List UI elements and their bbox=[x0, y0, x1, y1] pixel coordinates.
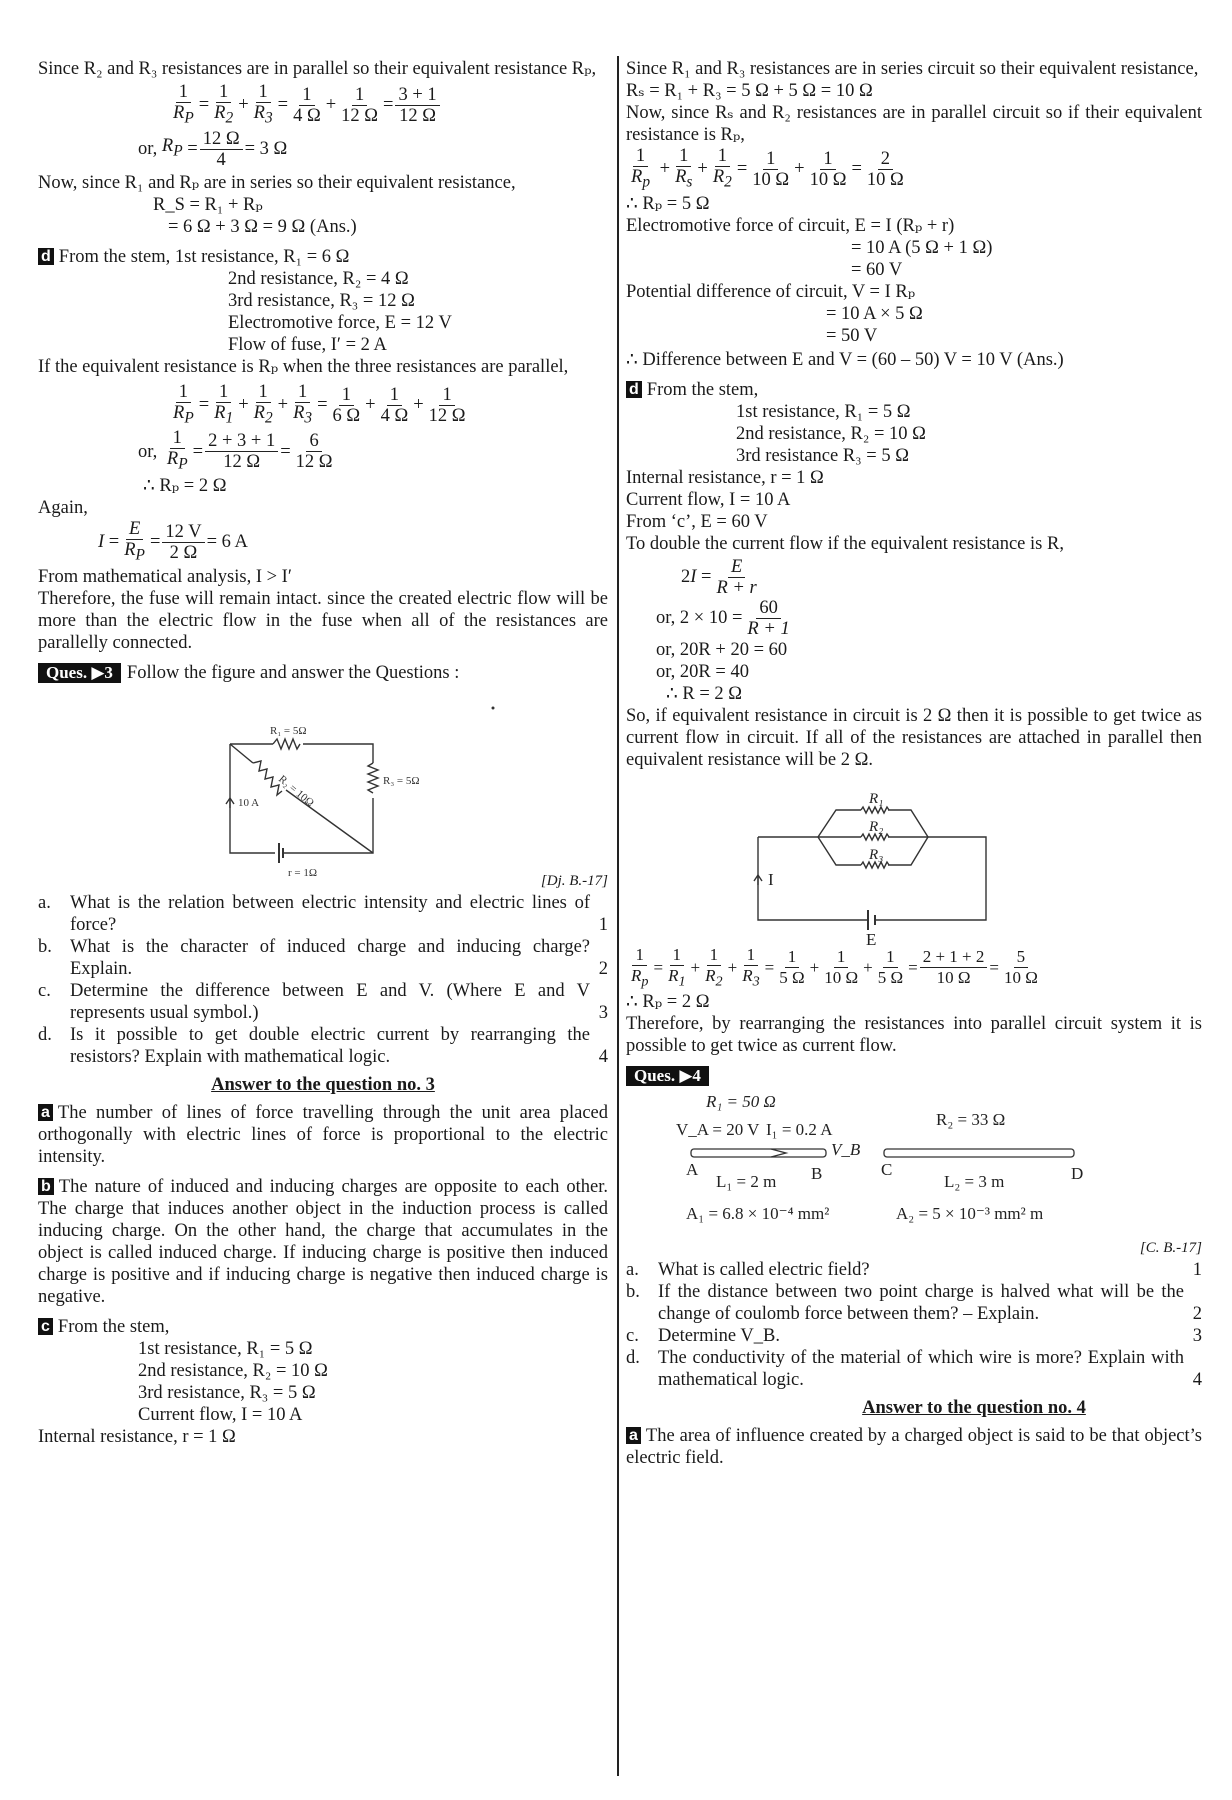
svg-text:R₁ = 50 Ω: R₁ = 50 Ω bbox=[706, 1092, 776, 1112]
paragraph: Therefore, by rearranging the resistances into parallel circuit system it is possible to get twice as current flow. bbox=[626, 1014, 1202, 1057]
svg-text:V_A = 20 V: V_A = 20 V bbox=[676, 1120, 760, 1140]
equation-parallel-rp: $\frac{1}{R_P}$ = $\frac{1}{R_2}$ + $\frac{1}{R_3}$ = $\frac{1}{4 \Omega}$ + $\frac{1}{12 \Omega}$ = $\frac{3 + 1}{12 \Omega}$ bbox=[38, 82, 608, 129]
given-item: 3rd resistance, R₃ = 12 Ω bbox=[228, 290, 415, 311]
equation-line: or, 20R = 40 bbox=[656, 661, 749, 682]
source-citation: [Dj. B.-17] bbox=[540, 872, 608, 889]
svg-text:A: A bbox=[686, 1160, 699, 1180]
svg-text:R₂ = 10Ω: R₂ = 10Ω bbox=[276, 772, 317, 810]
equation-line: = 50 V bbox=[826, 325, 878, 346]
svg-text:L₂ = 3 m: L₂ = 3 m bbox=[944, 1172, 1005, 1192]
equation-line: = 6 Ω + 3 Ω = 9 Ω (Ans.) bbox=[168, 216, 357, 237]
question-3-header: Ques. ▶3 Follow the figure and answer the Questions : bbox=[38, 662, 608, 684]
svg-text:R₂ = 33 Ω: R₂ = 33 Ω bbox=[936, 1110, 1006, 1130]
given-item: 2nd resistance, R₂ = 10 Ω bbox=[736, 423, 926, 444]
given-item: 3rd resistance, R₃ = 5 Ω bbox=[138, 1382, 316, 1403]
equation-three-parallel: $\frac{1}{R_P}$ = $\frac{1}{R_1}$ + $\frac{1}{R_2}$ + $\frac{1}{R_3}$ = $\frac{1}{6 \Omega}$ + $\frac{1}{4 \Omega}$ + $\frac{1}{12 \Omega}$ bbox=[173, 381, 466, 427]
source-citation: [C. B.-17] bbox=[1139, 1240, 1202, 1257]
equation-all-parallel: $\frac{1}{R_p}$ = $\frac{1}{R_1}$ + $\frac{1}{R_2}$ + $\frac{1}{R_3}$ = $\frac{1}{5 \Omega}$ + $\frac{1}{10 \Omega}$ + $\frac{1}{5 \Omega}$ = $\frac{2 + 1 + 2}{10 \Omega}$ = $\frac{5}{10 \Omega}$ bbox=[631, 944, 1038, 990]
question-item: b. What is the character of induced charge and inducing charge? Explain. 2 bbox=[38, 936, 608, 979]
question-item: a. What is the relation between electric intensity and electric lines of force? 1 bbox=[38, 892, 608, 935]
given-item: From ‘c’, E = 60 V bbox=[626, 511, 768, 532]
given-list bbox=[626, 401, 1202, 467]
question-4-header bbox=[626, 1065, 1202, 1087]
svg-text:R₁: R₁ bbox=[869, 790, 884, 807]
svg-text:B: B bbox=[811, 1164, 823, 1184]
question-list-q4 bbox=[626, 1259, 1202, 1391]
question-list-q3 bbox=[38, 892, 608, 1068]
equation-line: ∴ Rₚ = 2 Ω bbox=[626, 992, 710, 1013]
answer-a: a The area of influence created by a charged object is said to be that object’s electric field. bbox=[626, 1426, 1202, 1469]
paragraph: Now, since Rₛ and R₂ resistances are in parallel circuit so if their equivalent resistance is Rₚ, bbox=[626, 103, 1202, 145]
svg-text:R₂: R₂ bbox=[869, 818, 884, 835]
answer-b-badge: b bbox=[38, 1178, 54, 1195]
svg-text:D: D bbox=[1071, 1164, 1084, 1184]
given-item: 2nd resistance, R₂ = 10 Ω bbox=[138, 1360, 328, 1381]
question-4-badge: Ques. ▶4 bbox=[626, 1066, 709, 1086]
answer-a-badge: a bbox=[626, 1427, 641, 1444]
svg-text:L₁ = 2 m: L₁ = 2 m bbox=[716, 1172, 777, 1192]
equation-line: Potential difference of circuit, V = I Rₚ bbox=[626, 281, 916, 302]
svg-text:10 A: 10 A bbox=[238, 796, 260, 809]
question-item: c. Determine V_B. 3 bbox=[626, 1326, 1202, 1347]
equation-rp-result: or, $R_P$ = $\frac{12 \Omega}{4}$ = 3 Ω bbox=[138, 128, 288, 170]
answer-c-intro: c From the stem, bbox=[38, 1316, 608, 1338]
label-again: Again, bbox=[38, 498, 88, 519]
svg-text:R₁ = 5Ω: R₁ = 5Ω bbox=[270, 724, 307, 737]
svg-text:C: C bbox=[881, 1160, 893, 1180]
given-list bbox=[38, 1338, 608, 1426]
svg-text:R₃ = 5Ω: R₃ = 5Ω bbox=[383, 774, 420, 787]
question-item: c. Determine the difference between E and V. (Where E and V represents usual symbol.) 3 bbox=[38, 980, 608, 1023]
equation-line: Electromotive force of circuit, E = I (Rₚ + r) bbox=[626, 215, 955, 236]
given-item: 3rd resistance R₃ = 5 Ω bbox=[736, 445, 909, 466]
equation-line: = 60 V bbox=[851, 259, 903, 280]
equation-line: ∴ Rₚ = 2 Ω bbox=[143, 476, 227, 497]
equation-line: or, 20R + 20 = 60 bbox=[656, 639, 788, 660]
wire-diagram-q4 bbox=[626, 1087, 1202, 1247]
question-item: d. The conductivity of the material of which wire is more? Explain with mathematical logic. 4 bbox=[626, 1348, 1202, 1391]
question-item: b. If the distance between two point charge is halved what will be the change of coulomb force between them? – Explain. 2 bbox=[626, 1282, 1202, 1325]
given-item: Electromotive force, E = 12 V bbox=[228, 312, 452, 333]
equation-current: I = $\frac{E}{R_P}$ = $\frac{12 V}{2 \Omega}$ = 6 A bbox=[98, 519, 248, 564]
svg-text:I₁ = 0.2 A: I₁ = 0.2 A bbox=[766, 1120, 833, 1140]
equation-line: R_S = R₁ + Rₚ bbox=[153, 194, 263, 215]
paragraph: From mathematical analysis, I > I′ bbox=[38, 566, 292, 587]
answer-heading-q3: Answer to the question no. 3 bbox=[211, 1074, 435, 1095]
svg-text:A₁ = 6.8 × 10⁻⁴ mm²: A₁ = 6.8 × 10⁻⁴ mm² bbox=[686, 1204, 830, 1224]
paragraph: Therefore, the fuse will remain intact. since the created electric flow will be more than the electric flow in the fuse when all of the resistances are parallelly connected. bbox=[38, 588, 608, 653]
given-item: To double the current flow if the equivalent resistance is R, bbox=[626, 533, 1064, 554]
answer-d-badge: d bbox=[38, 248, 54, 265]
svg-text:r = 1Ω: r = 1Ω bbox=[288, 866, 318, 879]
svg-text:V_B: V_B bbox=[831, 1140, 861, 1160]
equation-rs-r2-parallel: $\frac{1}{R_p}$ + $\frac{1}{R_s}$ + $\frac{1}{R_2}$ = $\frac{1}{10 \Omega}$ + $\frac{1}{10 \Omega}$ = $\frac{2}{10 \Omega}$ bbox=[631, 146, 904, 191]
answer-d-intro: d From the stem, bbox=[626, 379, 1202, 401]
answer-line: ∴ Difference between E and V = (60 – 50) V = 10 V (Ans.) bbox=[626, 349, 1064, 370]
given-item: 1st resistance, R₁ = 5 Ω bbox=[138, 1338, 313, 1359]
paragraph: So, if equivalent resistance in circuit is 2 Ω then it is possible to get twice as current flow in circuit. If all of the resistances are attached in parallel then equivalent resistance will be 2 Ω. bbox=[626, 705, 1202, 770]
given-item: Current flow, I = 10 A bbox=[138, 1404, 303, 1425]
equation-line: ∴ R = 2 Ω bbox=[666, 683, 743, 704]
equation-line: Rₛ = R₁ + R₃ = 5 Ω + 5 Ω = 10 Ω bbox=[626, 81, 873, 101]
paragraph: Since R₁ and R₃ resistances are in series circuit so their equivalent resistance, bbox=[626, 59, 1199, 79]
given-item: Internal resistance, r = 1 Ω bbox=[626, 467, 824, 488]
equation-double-current: 2 I = $\frac{E}{R + r}$ bbox=[681, 556, 757, 598]
column-divider bbox=[617, 56, 619, 1776]
answer-c-badge: c bbox=[38, 1318, 53, 1335]
equation-line: = 10 A (5 Ω + 1 Ω) bbox=[851, 237, 993, 258]
equation-line: = 10 A × 5 Ω bbox=[826, 303, 923, 324]
equation-sum: or, $\frac{1}{R_P}$ = $\frac{2 + 3 + 1}{12 \Omega}$ = $\frac{6}{12 \Omega}$ bbox=[138, 428, 333, 474]
answer-heading-q4: Answer to the question no. 4 bbox=[862, 1398, 1086, 1419]
svg-text:A₂ = 5 × 10⁻³ mm² m: A₂ = 5 × 10⁻³ mm² m bbox=[896, 1204, 1044, 1224]
given-item: Flow of fuse, I′ = 2 A bbox=[228, 334, 387, 355]
question-item: a. What is called electric field? 1 bbox=[626, 1260, 1202, 1281]
paragraph: If the equivalent resistance is Rₚ when the three resistances are parallel, bbox=[38, 356, 569, 377]
given-item: Current flow, I = 10 A bbox=[626, 489, 791, 510]
parallel-circuit-diagram bbox=[626, 775, 1202, 945]
given-item: 1st resistance, R₁ = 5 Ω bbox=[736, 401, 911, 422]
answer-a-badge: a bbox=[38, 1104, 53, 1121]
question-item: d. Is it possible to get double electric current by rearranging the resistors? Explain with mathematical logic. 4 bbox=[38, 1024, 608, 1067]
given-list bbox=[38, 268, 608, 356]
answer-b: b The nature of induced and inducing charges are opposite to each other. The charge that induces another object in the induction process is called inducing charge. On the other hand, the charge that accumulates in the object is called induced charge. If inducing charge is positive then induced charge is positive and if inducing charge is negative then induced charge is negative. bbox=[38, 1176, 608, 1307]
paragraph: Since R₂ and R₃ resistances are in parallel so their equivalent resistance Rₚ, bbox=[38, 59, 597, 79]
svg-text:R₃: R₃ bbox=[869, 846, 884, 863]
equation-step: or, 2 × 10 = $\frac{60}{R + 1}$ bbox=[656, 597, 790, 639]
svg-text:E: E bbox=[866, 929, 877, 945]
given-item: Internal resistance, r = 1 Ω bbox=[38, 1426, 236, 1447]
answer-d-badge: d bbox=[626, 381, 642, 398]
left-column bbox=[38, 58, 608, 1448]
answer-a: a The number of lines of force travelling through the unit area placed orthogonally with electric lines of force is proportional to the electric intensity. bbox=[38, 1102, 608, 1167]
right-column bbox=[626, 58, 1202, 1469]
question-3-badge: Ques. ▶3 bbox=[38, 663, 121, 683]
given-item: 2nd resistance, R₂ = 4 Ω bbox=[228, 268, 409, 289]
svg-text:I: I bbox=[768, 869, 774, 889]
paragraph: Now, since R₁ and Rₚ are in series so their equivalent resistance, bbox=[38, 172, 516, 193]
circuit-diagram-q3 bbox=[38, 688, 608, 888]
equation-line: ∴ Rₚ = 5 Ω bbox=[626, 193, 710, 214]
answer-d-intro: d From the stem, 1st resistance, R₁ = 6 Ω bbox=[38, 246, 608, 268]
